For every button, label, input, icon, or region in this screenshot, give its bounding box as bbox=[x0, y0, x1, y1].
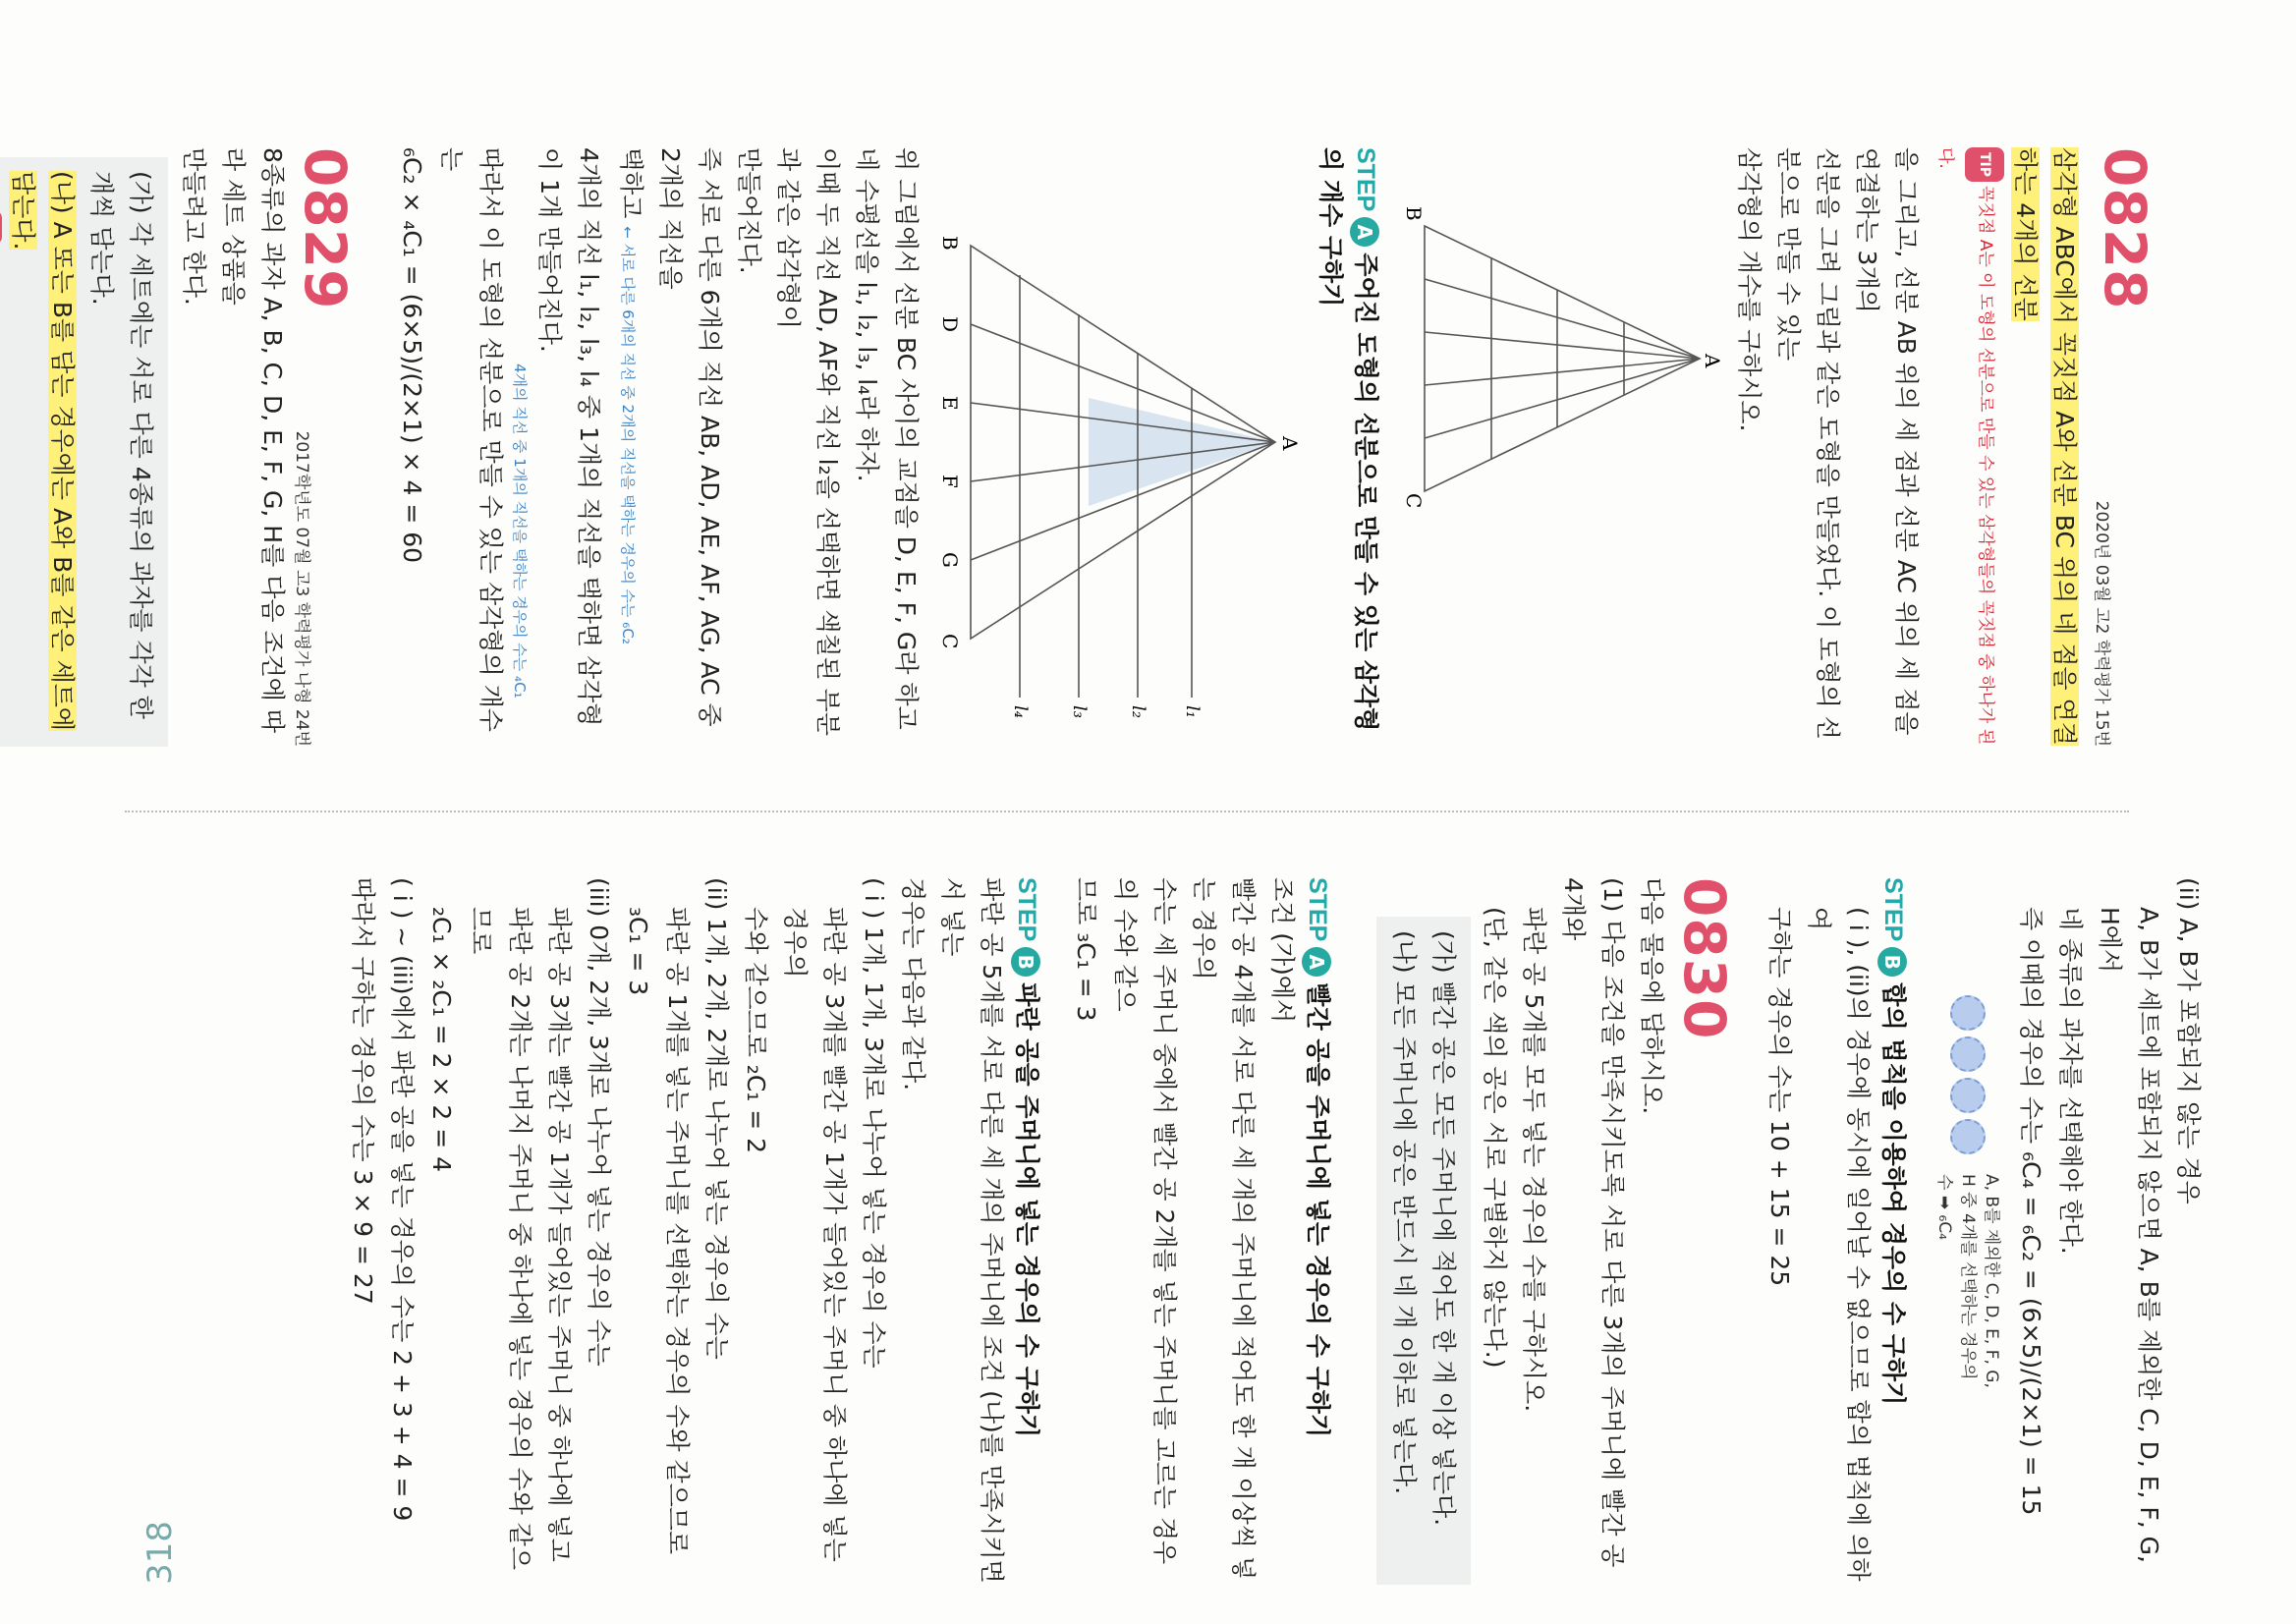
question-0829-line1: 8종류의 과자 A, B, C, D, E, F, G, H를 다음 조건에 따라 세트 상품을 bbox=[219, 147, 287, 734]
case-ii-line2: 네 종류의 과자를 선택해야 한다. bbox=[2056, 907, 2085, 1255]
step-b-0830-line1: 파란 공 5개를 서로 다른 세 개의 주머니에 조건 (나)를 만족시키면서 넣는 bbox=[938, 877, 1006, 1584]
case-0830-ii: (ii) 1개, 2개, 2개로 나누어 넣는 경우의 수는 bbox=[702, 877, 731, 1360]
circle-empty bbox=[1950, 1078, 1986, 1113]
step-b-0830-title: 파란 공을 주머니에 넣는 경우의 수 구하기 bbox=[1013, 982, 1041, 1438]
case-0830-sum: ( i ) ~ (iii)에서 파란 공을 넣는 경우의 수는 2 + 3 + 4 = 9 bbox=[388, 877, 417, 1522]
figure2-point-e: E bbox=[938, 396, 962, 411]
triangle-figure-1 bbox=[1402, 196, 1724, 521]
solution-0828-line2: 네 수평선을 l₁, l₂, l₃, l₄라 하자. bbox=[853, 147, 881, 482]
problem-number-0829: 0829 bbox=[292, 147, 359, 310]
solution-0828-note2: 4개의 직선 중 1개의 직선을 택하는 경우의 수는 ₄C₁ bbox=[511, 364, 529, 699]
step-b-0830-line2: 경우는 다음과 같다. bbox=[899, 877, 927, 1092]
case-0830-i-line3: 수와 같으므로 ₂C₁ = 2 bbox=[742, 907, 770, 1154]
step-b-0829-line1: ( i ), (ii)의 경우에 동시에 일어날 수 없으므로 합의 법칙에 의하여 bbox=[1805, 907, 1873, 1582]
figure2-point-c: C bbox=[938, 634, 962, 649]
figure1-label-c: C bbox=[1402, 493, 1426, 509]
figure2-line-l1: l₁ bbox=[1182, 705, 1203, 718]
circle-empty bbox=[1950, 995, 1986, 1031]
condition-0829-b: (나) A 또는 B를 담는 경우에는 A와 B를 같은 세트에 담는다. bbox=[9, 171, 77, 732]
answer-0830: 따라서 구하는 경우의 수는 3 × 9 = 27 bbox=[349, 877, 377, 1305]
case-ii-title: (ii) A, B가 포함되지 않는 경우 bbox=[2174, 877, 2203, 1204]
step-a-0828: STEPA주어진 도형의 선분으로 만들 수 있는 삼각형의 개수 구하기 bbox=[1316, 147, 1380, 732]
figure2-point-g: G bbox=[938, 552, 962, 568]
left-column: 0828 2020년 03월 고2 학력평가 15번 삼각형 ABC에서 꼭짓점 A와 선분 BC 위의 네 점을 연결하는 4개의 선분 TIP꼭짓점 A는 이 도형의 선분으로 만들 수 있는 삼각형들의 꼭짓점 중 하나가 된다. 을 그리고, 선분 AB 위의 세 점과 선분 AC 위의 세 점을 연결하는 3개의 선분을 그려 그림과 같은 도형을 만들었다. 이 도형의 선분으로 만들 수 있는 삼각형의 개수를 구하시오. A B C STEPA주어진 도형의 선분으로 만들 수 있는 삼각형의 개수 구하기 A B D E F G C l₁ l₂ l₃ l₄ 위 그림에서 선분 BC 사이의 교점을 D, E, F, G라 하고 네 수평선을 l₁, l₂, l₃, l₄라 하자. 이때 두 직선 AD, AF와 직선 l₂을 선택하면 색칠된 부분과 같은 삼각형이 만들어진다. 즉 서로 다른 6개의 직선 AB, AD, AE, AF, AG, AC 중 2개의 직선을 택하고 ← 서로 다른 6개의 직선 중 2개의 직선을 택하는 경우의 수는 ₆C₂ 4개의 직선 l₁, l₂, l₃, l₄ 중 1개의 직선을 택하면 삼각형이 1개 만들어진다. 4개의 직선 중 1개의 직선을 택하는 경우의 수는 ₄C₁ 따라서 이 도형의 선분으로 만들 수 있는 삼각형의 개수는 ₆C₂ × ₄C₁ = (6×5)/(2×1) × 4 = 60 0829 2017학년도 07월 고3 학력평가 나형 24번 8종류의 과자 A, B, C, D, E, F, G, H를 다음 조건에 따라 세트 상품을 만들려고 한다. (가) 각 세트에는 서로 다른 4종류의 과자를 각각 한 개씩 담는다. (나) A 또는 B를 담는 경우에는 A와 B를 같은 세트에 담는다. bbox=[0, 0, 2296, 786]
case-0830-ii-line2: 파란 공 1개를 넣는 주머니를 선택하는 경우의 수와 같으므로 bbox=[663, 907, 692, 1555]
step-a-0830: STEPA빨간 공을 주머니에 넣는 경우의 수 구하기 bbox=[1304, 877, 1332, 1438]
problem-source-0828: 2020년 03월 고2 학력평가 15번 bbox=[2092, 500, 2111, 747]
solution-0828-line4: 만들어진다. bbox=[735, 147, 763, 274]
circle-diagram-case-ii bbox=[1950, 995, 1986, 1154]
problem-source-0829: 2017학년도 07월 고3 학력평가 나형 24번 bbox=[292, 430, 311, 747]
question-0829-line2: 만들려고 한다. bbox=[180, 147, 208, 306]
figure2-line-l2: l₂ bbox=[1128, 705, 1148, 718]
question-0830-line2: (1) 다음 조건을 만족시키도록 서로 다른 3개의 주머니에 빨간 공 4개와 bbox=[1559, 877, 1627, 1568]
solution-0828-line6: 택하고 bbox=[617, 147, 645, 219]
step-b-0829: STEPB합의 법칙을 이용하여 경우의 수 구하기 bbox=[1879, 877, 1908, 1406]
step-b-0830: STEPB파란 공을 주머니에 넣는 경우의 수 구하기 bbox=[1013, 877, 1041, 1438]
right-column bbox=[0, 838, 2296, 1624]
case-0830-iii-line4: ₂C₁ × ₂C₁ = 2 × 2 = 4 bbox=[427, 907, 456, 1173]
figure2-point-d: D bbox=[938, 316, 962, 333]
case-0830-ii-line3: ₃C₁ = 3 bbox=[624, 907, 652, 996]
question-0830-line1: 다음 물음에 답하시오. bbox=[1638, 877, 1666, 1115]
question-0828-line4: 삼각형의 개수를 구하시오. bbox=[1735, 147, 1764, 432]
circle-empty bbox=[1950, 1119, 1986, 1154]
figure2-point-b: B bbox=[938, 236, 962, 251]
solution-0828-line3: 이때 두 직선 AD, AF와 직선 l₂을 선택하면 색칠된 부분과 같은 삼각형이 bbox=[774, 147, 842, 736]
case-0830-iii: (iii) 0개, 2개, 3개로 나누어 넣는 경우의 수는 bbox=[585, 877, 613, 1367]
figure2-line-l4: l₄ bbox=[1010, 705, 1031, 718]
circle-empty bbox=[1950, 1036, 1986, 1072]
figure1-label-a: A bbox=[1701, 354, 1724, 368]
case-ii-line1: A, B가 세트에 포함되지 않으면 A, B를 제외한 C, D, E, F, G, H에서 bbox=[2096, 907, 2163, 1564]
step-b-0829-title: 합의 법칙을 이용하여 경우의 수 구하기 bbox=[1879, 982, 1908, 1406]
page-number: 318 bbox=[140, 1521, 180, 1585]
solution-0828-note1: 서로 다른 6개의 직선 중 2개의 직선을 택하는 경우의 수는 ₆C₂ bbox=[619, 243, 637, 644]
tip-0828: 꼭짓점 A는 이 도형의 선분으로 만들 수 있는 삼각형들의 꼭짓점 중 하나가 된다. bbox=[1935, 147, 1995, 746]
step-a-0830-line3: 수는 세 주머니 중에서 빨간 공 2개를 넣는 주머니를 고르는 경우의 수와 같으 bbox=[1111, 877, 1179, 1565]
condition-0830-a: (가) 빨간 공은 모든 주머니에 적어도 한 개 이상 넣는다. bbox=[1429, 930, 1458, 1527]
figure2-point-f: F bbox=[938, 475, 962, 488]
step-a-0828-title: 주어진 도형의 선분으로 만들 수 있는 삼각형의 개수 구하기 bbox=[1316, 147, 1380, 732]
figure2-line-l3: l₃ bbox=[1069, 705, 1090, 718]
question-0830-line3: 파란 공 5개를 모두 넣는 경우의 수를 구하시오. bbox=[1520, 907, 1548, 1413]
question-0828-line1: 삼각형 ABC에서 꼭짓점 A와 선분 BC 위의 네 점을 연결하는 4개의 선분 bbox=[2011, 147, 2079, 746]
question-0830-line4: (단, 같은 색의 공은 서로 구별하지 않는다.) bbox=[1481, 907, 1509, 1369]
condition-0829-a: (가) 각 세트에는 서로 다른 4종류의 과자를 각각 한 개씩 담는다. bbox=[87, 171, 155, 719]
case-ii-answer: 즉 이때의 경우의 수는 ₆C₄ = ₆C₂ = (6×5)/(2×1) = 15 bbox=[2017, 907, 2045, 1516]
question-0828-line2: 을 그리고, 선분 AB 위의 세 점과 선분 AC 위의 세 점을 연결하는 3개의 bbox=[1853, 147, 1921, 736]
case-ii-note: A, B를 제외한 C, D, E, F, G, H 중 4개를 선택하는 경우의 수 ➡ ₆C₄ bbox=[1934, 1174, 2001, 1388]
solution-0828-line1: 위 그림에서 선분 BC 사이의 교점을 D, E, F, G라 하고 bbox=[892, 147, 921, 730]
solution-0828-line5: 즉 서로 다른 6개의 직선 AB, AD, AE, AF, AG, AC 중 2개의 직선을 bbox=[656, 147, 724, 727]
figure2-apex-a: A bbox=[1278, 436, 1302, 451]
case-0830-iii-line2: 파란 공 3개는 빨간 공 1개가 들어있는 주머니 중 하나에 넣고 bbox=[545, 907, 574, 1562]
step-a-0830-line1: 조건 (가)에서 bbox=[1268, 877, 1297, 1024]
solution-0828-answer: ₆C₂ × ₄C₁ = (6×5)/(2×1) × 4 = 60 bbox=[398, 147, 426, 564]
problem-number-0830: 0830 bbox=[1671, 877, 1738, 1040]
problem-number-0828: 0828 bbox=[2092, 147, 2158, 310]
solution-0828-line7: 4개의 직선 l₁, l₂, l₃, l₄ 중 1개의 직선을 택하면 삼각형이 1개 만들어진다. bbox=[535, 147, 603, 727]
case-0830-i: ( i ) 1개, 1개, 3개로 나누어 넣는 경우의 수는 bbox=[860, 877, 888, 1369]
condition-0830-b: (나) 모든 주머니에 공은 반드시 네 개 이하로 넣는다. bbox=[1390, 930, 1419, 1495]
step-b-0829-answer: 구하는 경우의 수는 10 + 15 = 25 bbox=[1765, 907, 1794, 1287]
step-a-0830-line4: 므로 ₃C₁ = 3 bbox=[1072, 877, 1100, 1022]
question-0828-line3: 선분을 그려 그림과 같은 도형을 만들었다. 이 도형의 선분으로 만들 수 있는 bbox=[1774, 147, 1842, 740]
step-a-0830-title: 빨간 공을 주머니에 넣는 경우의 수 구하기 bbox=[1304, 982, 1332, 1438]
tip-badge: TIP bbox=[1965, 147, 2004, 182]
triangle-figure-2 bbox=[931, 206, 1305, 756]
case-0830-iii-line3: 파란 공 2개는 나머지 주머니 중 하나에 넣는 경우의 수와 같으므로 bbox=[467, 907, 534, 1570]
case-0830-i-line2: 파란 공 3개를 빨간 공 1개가 들어있는 주머니 중 하나에 넣는 경우의 bbox=[781, 907, 849, 1562]
step-a-0830-line2: 빨간 공 4개를 서로 다른 세 개의 주머니에 적어도 한 개 이상씩 넣는 경우의 bbox=[1190, 877, 1258, 1581]
figure1-label-b: B bbox=[1402, 206, 1426, 221]
solution-0828-line8: 따라서 이 도형의 선분으로 만들 수 있는 삼각형의 개수는 bbox=[437, 147, 505, 732]
column-divider bbox=[125, 811, 2129, 812]
